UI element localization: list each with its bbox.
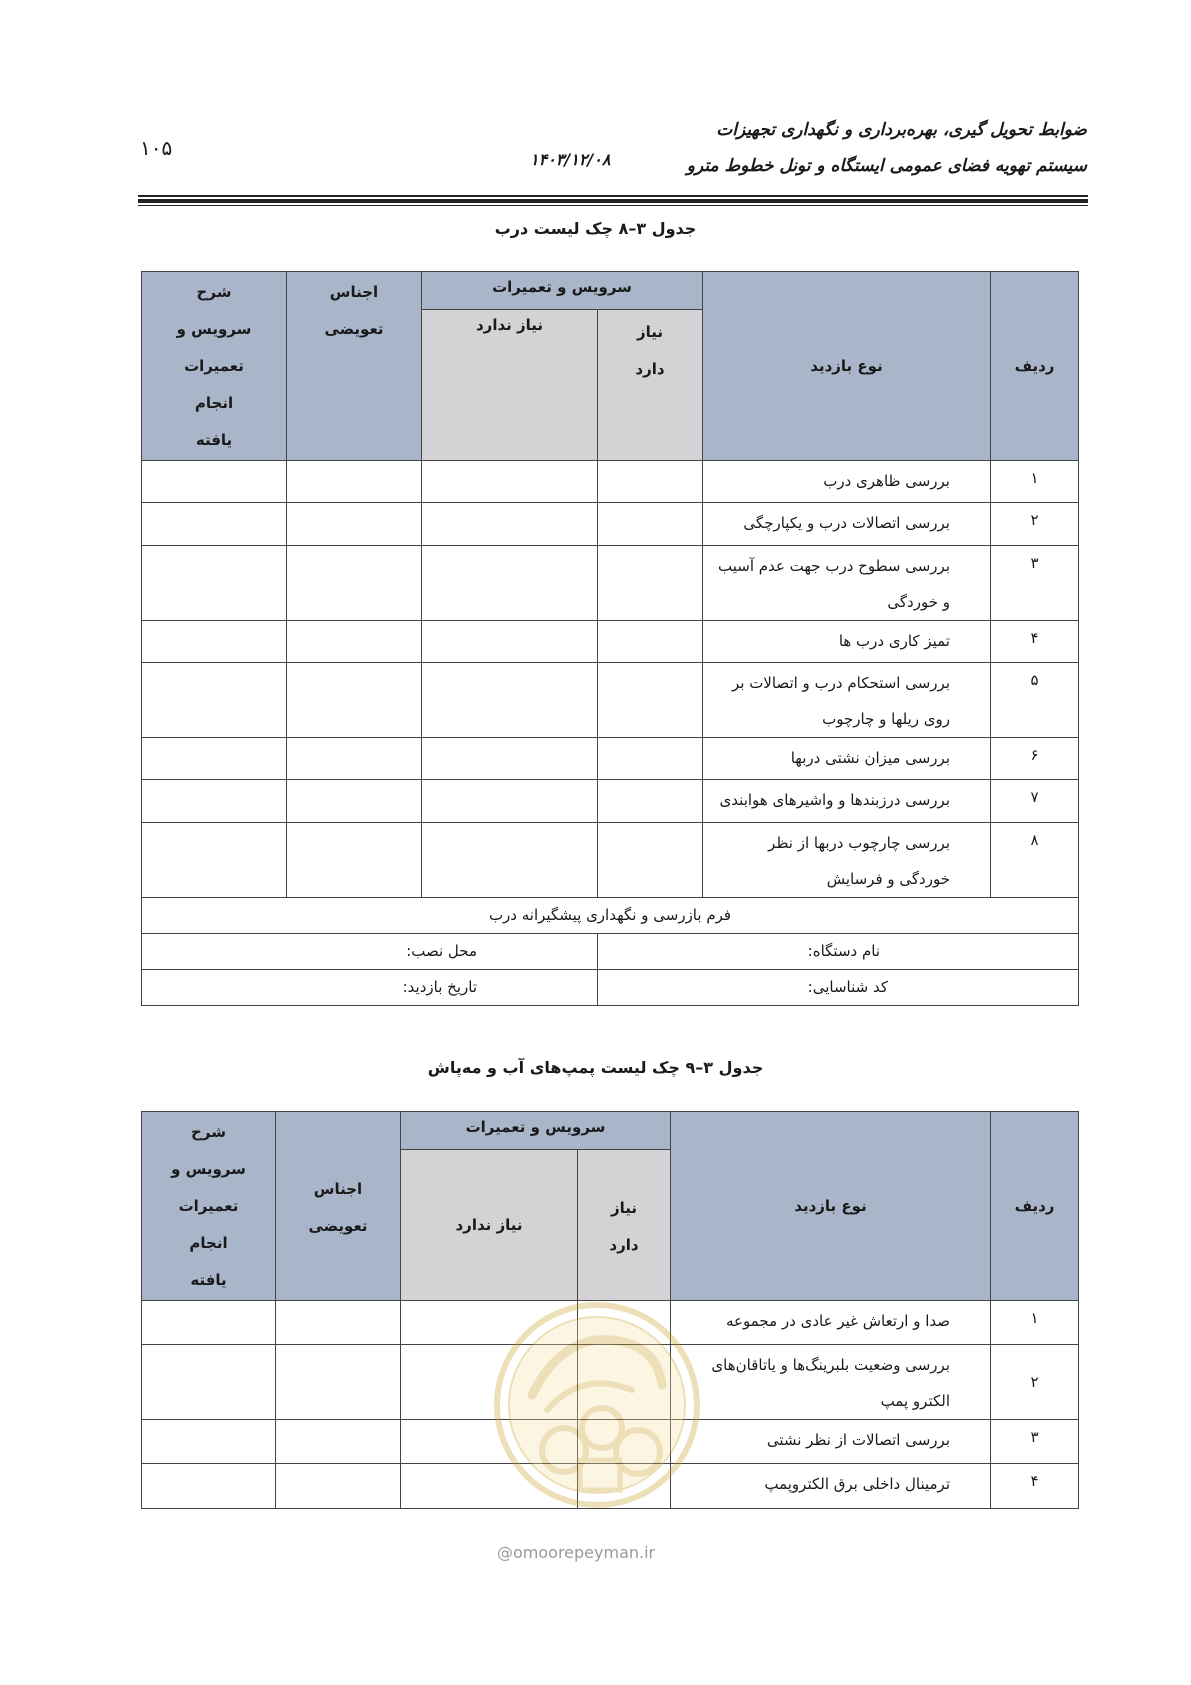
needs-checkbox-cell[interactable] bbox=[598, 621, 703, 663]
id-code-field[interactable]: کد شناسایی: bbox=[598, 970, 1079, 1006]
row-number: ۳ bbox=[991, 1420, 1079, 1464]
table-row bbox=[142, 823, 1079, 898]
not-needed-checkbox-cell[interactable] bbox=[401, 1301, 578, 1345]
header-desc-line: سرویس و bbox=[176, 320, 252, 338]
table-row bbox=[142, 621, 1079, 663]
table-row bbox=[142, 738, 1079, 780]
table-row bbox=[142, 663, 1079, 738]
row-number: ۴ bbox=[991, 621, 1079, 663]
needs-checkbox-cell[interactable] bbox=[598, 780, 703, 823]
inspection-item: تمیز کاری درب ها bbox=[703, 621, 991, 663]
table-row bbox=[142, 546, 1079, 621]
header-desc-line: شرح bbox=[196, 283, 232, 301]
not-needed-checkbox-cell[interactable] bbox=[422, 663, 598, 738]
header-row-number: ردیف bbox=[991, 272, 1079, 461]
inspection-item: بررسی ظاهری درب bbox=[703, 461, 991, 503]
needs-checkbox-cell[interactable] bbox=[598, 738, 703, 780]
header-needs-line: دارد bbox=[635, 360, 665, 378]
device-name-field[interactable]: نام دستگاه: bbox=[598, 934, 1079, 970]
table-caption-pump-checklist: جدول ۳–۹ چک لیست پمپ‌های آب و مه‌پاش bbox=[427, 1058, 764, 1077]
row-number: ۵ bbox=[991, 663, 1079, 738]
form-row bbox=[142, 934, 1079, 970]
not-needed-checkbox-cell[interactable] bbox=[422, 738, 598, 780]
description-cell[interactable] bbox=[142, 546, 287, 621]
header-divider bbox=[138, 205, 1088, 206]
watermark-site: @omoorepeyman.ir bbox=[497, 1543, 656, 1562]
spare-parts-cell[interactable] bbox=[287, 663, 422, 738]
spare-parts-cell[interactable] bbox=[276, 1345, 401, 1420]
form-title-row bbox=[142, 898, 1079, 934]
inspection-item: بررسی اتصالات درب و یکپارچگی bbox=[703, 503, 991, 546]
needs-checkbox-cell[interactable] bbox=[578, 1301, 671, 1345]
not-needed-checkbox-cell[interactable] bbox=[422, 780, 598, 823]
header-desc-line: انجام bbox=[189, 1234, 228, 1252]
door-checklist-rows bbox=[142, 461, 1079, 1006]
header-inspection-type: نوع بازدید bbox=[703, 272, 991, 461]
inspection-item: بررسی درزبندها و واشیرهای هوابندی bbox=[703, 780, 991, 823]
description-cell[interactable] bbox=[142, 823, 287, 898]
document-date: ۱۴۰۳/۱۲/۰۸ bbox=[530, 150, 611, 169]
header-spare-parts bbox=[276, 1112, 401, 1301]
needs-checkbox-cell[interactable] bbox=[578, 1345, 671, 1420]
document-title-line-1: ضوابط تحویل گیری، بهره‌برداری و نگهداری تجهیزات bbox=[716, 120, 1087, 140]
table-caption-door-checklist: جدول ۳–۸ چک لیست درب bbox=[494, 219, 697, 238]
header-service-group: سرویس و تعمیرات bbox=[422, 272, 703, 310]
spare-parts-cell[interactable] bbox=[287, 621, 422, 663]
row-number: ۴ bbox=[991, 1464, 1079, 1509]
table-row bbox=[142, 1345, 1079, 1420]
description-cell[interactable] bbox=[142, 503, 287, 546]
inspection-item: بررسی وضعیت بلبرینگ‌ها و یاتاقان‌های الکترو پمپ bbox=[671, 1345, 991, 1420]
row-number: ۱ bbox=[991, 461, 1079, 503]
spare-parts-cell[interactable] bbox=[276, 1420, 401, 1464]
header-not-needed: نیاز ندارد bbox=[401, 1150, 578, 1301]
description-cell[interactable] bbox=[142, 621, 287, 663]
form-title: فرم بازرسی و نگهداری پیشگیرانه درب bbox=[142, 898, 1079, 934]
header-not-needed: نیاز ندارد bbox=[422, 310, 598, 461]
header-service-description bbox=[142, 272, 287, 461]
row-number: ۶ bbox=[991, 738, 1079, 780]
table-row bbox=[142, 1464, 1079, 1509]
header-spare-line: تعویضی bbox=[324, 320, 384, 338]
not-needed-checkbox-cell[interactable] bbox=[401, 1464, 578, 1509]
header-desc-line: تعمیرات bbox=[178, 1197, 239, 1215]
door-checklist-table bbox=[141, 271, 1079, 1006]
document-title-line-2: سیستم تهویه فضای عمومی ایستگاه و تونل خطوط مترو bbox=[686, 156, 1087, 176]
header-desc-line: تعمیرات bbox=[184, 357, 244, 375]
not-needed-checkbox-cell[interactable] bbox=[422, 546, 598, 621]
table-row bbox=[142, 1301, 1079, 1345]
inspection-item: صدا و ارتعاش غیر عادی در مجموعه bbox=[671, 1301, 991, 1345]
header-desc-line: یافته bbox=[195, 431, 233, 449]
header-desc-line: سرویس و bbox=[171, 1160, 246, 1178]
table-row bbox=[142, 1420, 1079, 1464]
pump-checklist-table bbox=[141, 1111, 1079, 1509]
spare-parts-cell[interactable] bbox=[287, 738, 422, 780]
header-desc-line: یافته bbox=[190, 1271, 227, 1289]
description-cell[interactable] bbox=[142, 1464, 276, 1509]
needs-checkbox-cell[interactable] bbox=[598, 823, 703, 898]
header-inspection-type: نوع بازدید bbox=[671, 1112, 991, 1301]
header-desc-line: شرح bbox=[191, 1123, 226, 1141]
row-number: ۳ bbox=[991, 546, 1079, 621]
description-cell[interactable] bbox=[142, 663, 287, 738]
description-cell[interactable] bbox=[142, 780, 287, 823]
needs-checkbox-cell[interactable] bbox=[578, 1464, 671, 1509]
not-needed-checkbox-cell[interactable] bbox=[401, 1345, 578, 1420]
header-service-group: سرویس و تعمیرات bbox=[401, 1112, 671, 1150]
header-divider bbox=[138, 199, 1088, 203]
needs-checkbox-cell[interactable] bbox=[598, 663, 703, 738]
row-number: ۲ bbox=[991, 503, 1079, 546]
header-divider bbox=[138, 195, 1088, 197]
header-row-number: ردیف bbox=[991, 1112, 1079, 1301]
header-spare-parts bbox=[287, 272, 422, 461]
header-spare-line: اجناس bbox=[329, 283, 379, 301]
spare-parts-cell[interactable] bbox=[287, 546, 422, 621]
header-needs bbox=[578, 1150, 671, 1301]
row-number: ۷ bbox=[991, 780, 1079, 823]
header-desc-line: انجام bbox=[194, 394, 234, 412]
header-service-description bbox=[142, 1112, 276, 1301]
inspection-item: بررسی چارچوب دربها از نظر خوردگی و فرسایش bbox=[703, 823, 991, 898]
spare-parts-cell[interactable] bbox=[287, 503, 422, 546]
table-row bbox=[142, 503, 1079, 546]
row-number: ۲ bbox=[991, 1345, 1079, 1420]
row-number: ۸ bbox=[991, 823, 1079, 898]
description-cell[interactable] bbox=[142, 1345, 276, 1420]
header-needs-line: دارد bbox=[609, 1236, 639, 1254]
not-needed-checkbox-cell[interactable] bbox=[422, 503, 598, 546]
table-row bbox=[142, 780, 1079, 823]
spare-parts-cell[interactable] bbox=[276, 1301, 401, 1345]
spare-parts-cell[interactable] bbox=[276, 1464, 401, 1509]
header-spare-line: تعویضی bbox=[308, 1217, 368, 1235]
description-cell[interactable] bbox=[142, 738, 287, 780]
needs-checkbox-cell[interactable] bbox=[598, 503, 703, 546]
header-spare-line: اجناس bbox=[313, 1180, 363, 1198]
document-title bbox=[687, 112, 1087, 184]
inspection-item: بررسی استحکام درب و اتصالات بر روی ریلها و چارچوب bbox=[703, 663, 991, 738]
needs-checkbox-cell[interactable] bbox=[598, 461, 703, 503]
form-row bbox=[142, 970, 1079, 1006]
spare-parts-cell[interactable] bbox=[287, 823, 422, 898]
page-number: ۱۰۵ bbox=[140, 136, 173, 160]
description-cell[interactable] bbox=[142, 1301, 276, 1345]
inspection-item: بررسی سطوح درب جهت عدم آسیب و خوردگی bbox=[703, 546, 991, 621]
table-row bbox=[142, 461, 1079, 503]
inspection-item: ترمینال داخلی برق الکتروپمپ bbox=[671, 1464, 991, 1509]
row-number: ۱ bbox=[991, 1301, 1079, 1345]
spare-parts-cell[interactable] bbox=[287, 461, 422, 503]
visit-date-field[interactable]: تاریخ بازدید: bbox=[142, 970, 598, 1006]
header-needs bbox=[598, 310, 703, 461]
description-cell[interactable] bbox=[142, 461, 287, 503]
install-location-field[interactable]: محل نصب: bbox=[142, 934, 598, 970]
inspection-item: بررسی میزان نشتی دربها bbox=[703, 738, 991, 780]
header-needs-line: نیاز bbox=[610, 1199, 638, 1217]
description-cell[interactable] bbox=[142, 1420, 276, 1464]
not-needed-checkbox-cell[interactable] bbox=[422, 461, 598, 503]
needs-checkbox-cell[interactable] bbox=[578, 1420, 671, 1464]
spare-parts-cell[interactable] bbox=[287, 780, 422, 823]
inspection-item: بررسی اتصالات از نظر نشتی bbox=[671, 1420, 991, 1464]
not-needed-checkbox-cell[interactable] bbox=[422, 823, 598, 898]
not-needed-checkbox-cell[interactable] bbox=[401, 1420, 578, 1464]
header-needs-line: نیاز bbox=[636, 323, 664, 341]
needs-checkbox-cell[interactable] bbox=[598, 546, 703, 621]
pump-checklist-rows bbox=[142, 1301, 1079, 1509]
not-needed-checkbox-cell[interactable] bbox=[422, 621, 598, 663]
